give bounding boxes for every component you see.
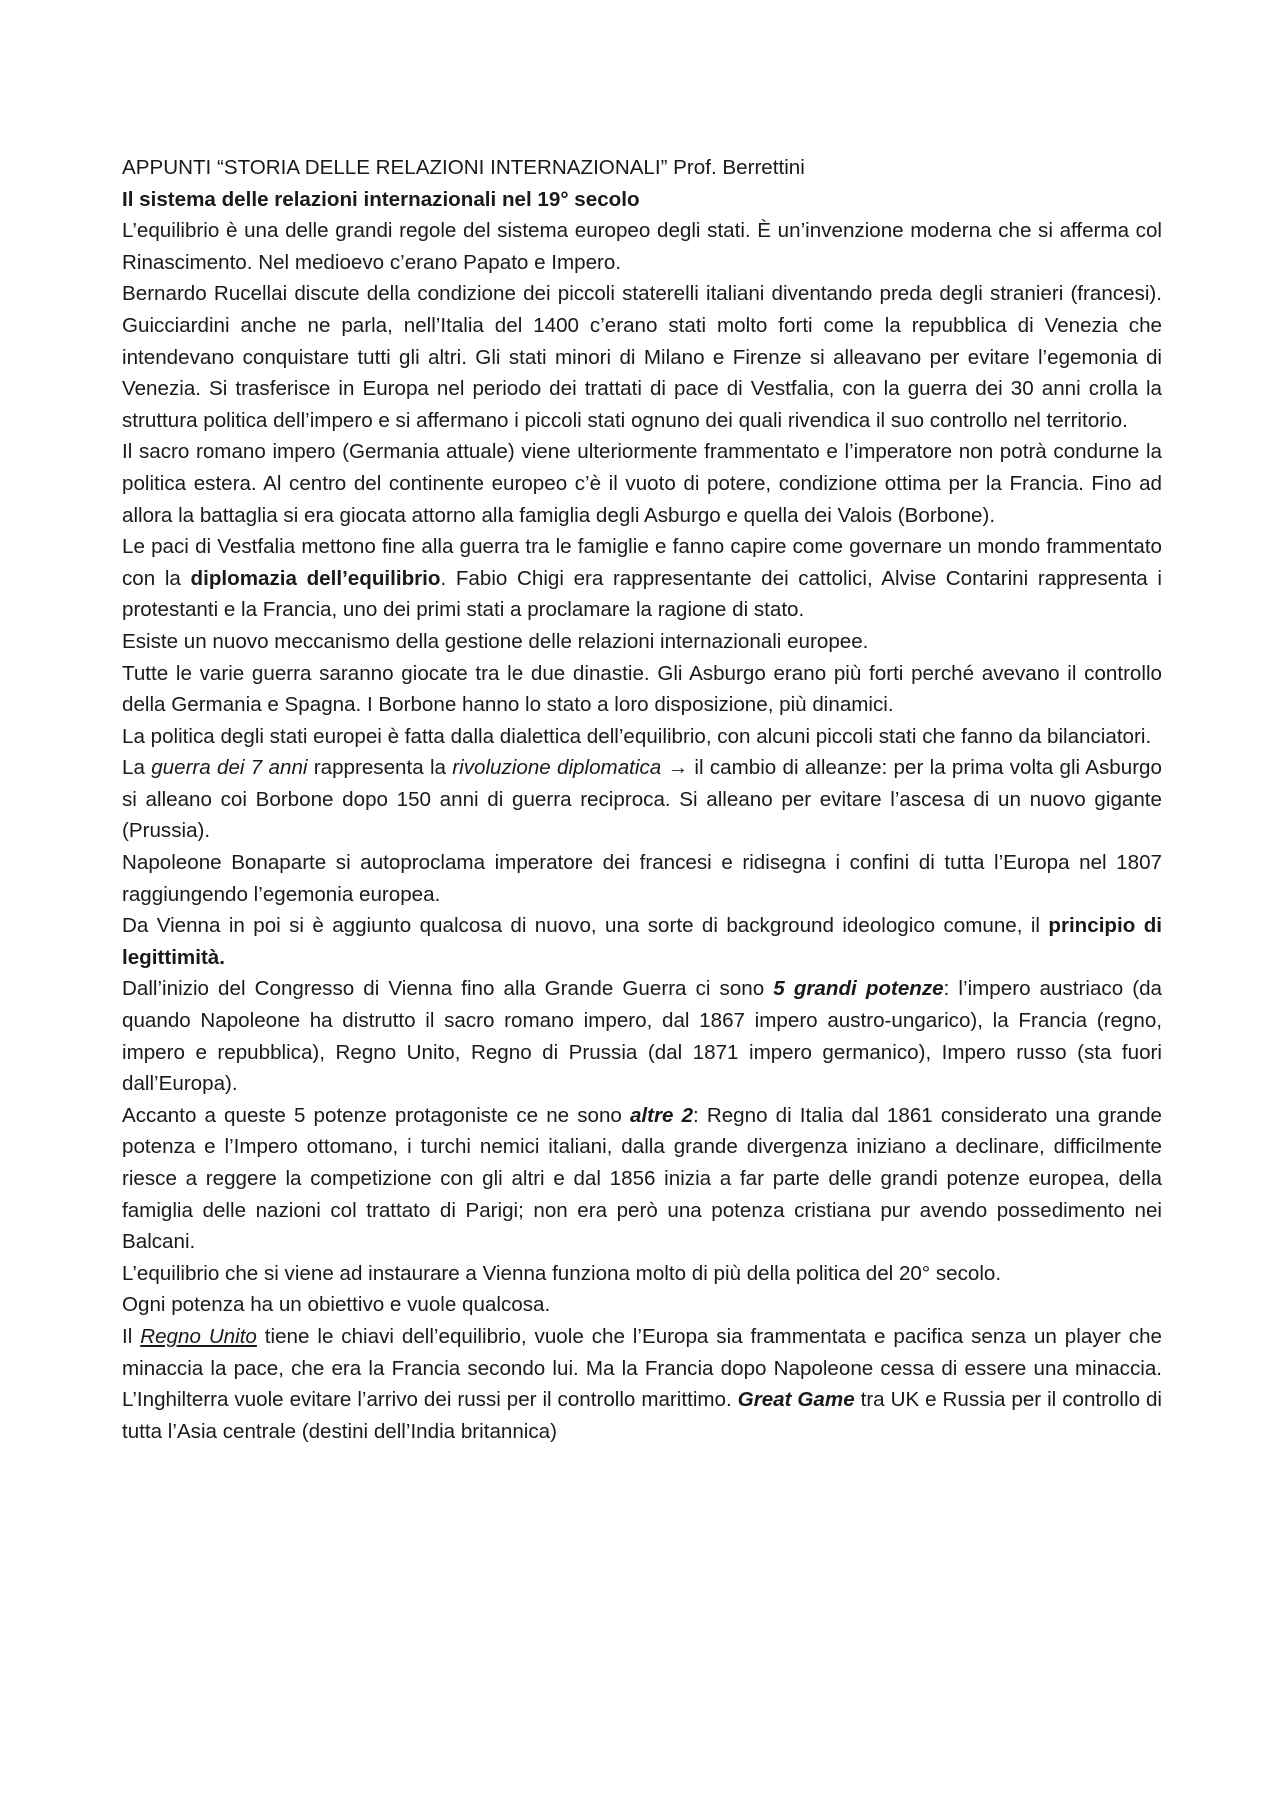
paragraph-8-text-e: il cambio di alleanze: per la prima volta gli Asburgo si alleano coi Borbone dopo 150 anni di guerra reciproca. Si alleano per evitare l’ascesa di un nuovo gigante (Prussia).	[122, 756, 1162, 843]
document-header: APPUNTI “STORIA DELLE RELAZIONI INTERNAZIONALI” Prof. Berrettini	[122, 156, 805, 179]
paragraph-15-text-c: tiene le chiavi dell’equilibrio, vuole che l’Europa sia frammentata e pacifica senza un player che minaccia la pace, che era la Francia secondo lui. Ma la Francia dopo Napoleone cessa di essere una minaccia. L’Inghilterra vuole evitare l’arrivo dei russi per il controllo marittimo.	[122, 1324, 1162, 1412]
paragraph-15-text-a: Il	[122, 1324, 141, 1348]
bold-italic-great-game: Great Game	[737, 1388, 855, 1412]
paragraph-5: Esiste un nuovo meccanismo della gestione delle relazioni internazionali europee.	[122, 629, 869, 653]
paragraph-12-text-c: : Regno di Italia dal 1861 considerato una grande potenza e l’Impero ottomano, i turchi nemici italiani, dalla grande divergenza iniziano a declinare, difficilmente riesce a reggere la competizione con gli altri e dal 1856 inizia a far parte delle grandi potenze europea, della famiglia delle nazioni col trattato di Parigi; non era però una potenza cristiana pur avendo possedimento nei Balcani.	[122, 1103, 1162, 1254]
paragraph-6: Tutte le varie guerra saranno giocate tra le due dinastie. Gli Asburgo erano più forti perché avevano il controllo della Germania e Spagna. I Borbone hanno lo stato a loro disposizione, più dinamici.	[122, 661, 1162, 717]
paragraph-4-text-a: Le paci di Vestfalia mettono fine alla guerra tra le famiglie e fanno capire come governare un mondo frammentato con la	[122, 535, 1162, 590]
paragraph-9: Napoleone Bonaparte si autoproclama imperatore dei francesi e ridisegna i confini di tutta l’Europa nel 1807 raggiungendo l’egemonia europea.	[122, 851, 1162, 906]
bold-diplomazia: diplomazia dell’equilibrio	[190, 566, 441, 590]
document-page	[122, 152, 1162, 1447]
paragraph-11-text-a: Dall’inizio del Congresso di Vienna fino alla Grande Guerra ci sono	[122, 977, 774, 1001]
underlined-regno-unito: Regno Unito	[140, 1324, 257, 1348]
italic-guerra-7-anni: guerra dei 7 anni	[151, 756, 308, 780]
paragraph-11	[122, 973, 1162, 1099]
paragraph-12-text-a: Accanto a queste 5 potenze protagoniste ce ne sono	[122, 1103, 630, 1127]
paragraph-4-text-c: . Fabio Chigi era rappresentante dei cattolici, Alvise Contarini rappresenta i protestanti e la Francia, uno dei primi stati a proclamare la ragione di stato.	[122, 566, 1162, 622]
paragraph-8-text-a: La	[122, 756, 152, 780]
paragraph-7: La politica degli stati europei è fatta dalla dialettica dell’equilibrio, con alcuni piccoli stati che fanno da bilanciatori.	[122, 724, 1152, 748]
bold-italic-5-grandi-potenze: 5 grandi potenze	[773, 977, 944, 1001]
paragraph-15	[122, 1321, 1162, 1447]
paragraph-3: Il sacro romano impero (Germania attuale) viene ulteriormente frammentato e l’imperatore non potrà condurne la politica estera. Al centro del continente europeo c’è il vuoto di potere, condizione ottima per la Francia. Fino ad allora la battaglia si era giocata attorno alla famiglia degli Asburgo e quella dei Valois (Borbone).	[122, 440, 1162, 527]
paragraph-15-text-e: tra UK e Russia per il controllo di tutta l’Asia centrale (destini dell’India britannica)	[122, 1388, 1162, 1443]
paragraph-1: L’equilibrio è una delle grandi regole del sistema europeo degli stati. È un’invenzione moderna che si afferma col Rinascimento. Nel medioevo c’erano Papato e Impero.	[122, 219, 1162, 274]
document-title: Il sistema delle relazioni internazionali nel 19° secolo	[122, 187, 640, 211]
paragraph-2: Bernardo Rucellai discute della condizione dei piccoli staterelli italiani diventando preda degli stranieri (francesi). Guicciardini anche ne parla, nell’Italia del 1400 c’erano stati molto forti come la repubblica di Venezia che intendevano conquistare tutti gli altri. Gli stati minori di Milano e Firenze si alleavano per evitare l’egemonia di Venezia. Si trasferisce in Europa nel periodo dei trattati di pace di Vestfalia, con la guerra dei 30 anni crolla la struttura politica dell’impero e si affermano i piccoli stati ognuno dei quali rivendica il suo controllo nel territorio.	[122, 282, 1162, 432]
bold-principio-legittimita: principio di legittimità.	[122, 914, 1162, 969]
paragraph-8-text-c: rappresenta la	[307, 756, 453, 780]
paragraph-8	[122, 752, 1162, 847]
paragraph-11-text-c: : l’impero austriaco (da quando Napoleone ha distrutto il sacro romano impero, dal 1867 impero austro-ungarico), la Francia (regno, impero e repubblica), Regno Unito, Regno di Prussia (dal 1871 impero germanico), Impero russo (sta fuori dall’Europa).	[122, 977, 1163, 1096]
paragraph-13: L’equilibrio che si viene ad instaurare a Vienna funziona molto di più della politica del 20° secolo.	[122, 1261, 1002, 1285]
paragraph-4	[122, 531, 1162, 626]
italic-rivoluzione-diplomatica: rivoluzione diplomatica	[452, 756, 662, 780]
paragraph-12	[122, 1100, 1162, 1258]
paragraph-10	[122, 910, 1162, 973]
arrow-right-icon: →	[661, 756, 695, 780]
bold-italic-altre-2: altre 2	[629, 1103, 694, 1127]
paragraph-14: Ogni potenza ha un obiettivo e vuole qualcosa.	[122, 1293, 551, 1317]
paragraph-10-text-a: Da Vienna in poi si è aggiunto qualcosa di nuovo, una sorte di background ideologico comune, il	[122, 914, 1049, 938]
